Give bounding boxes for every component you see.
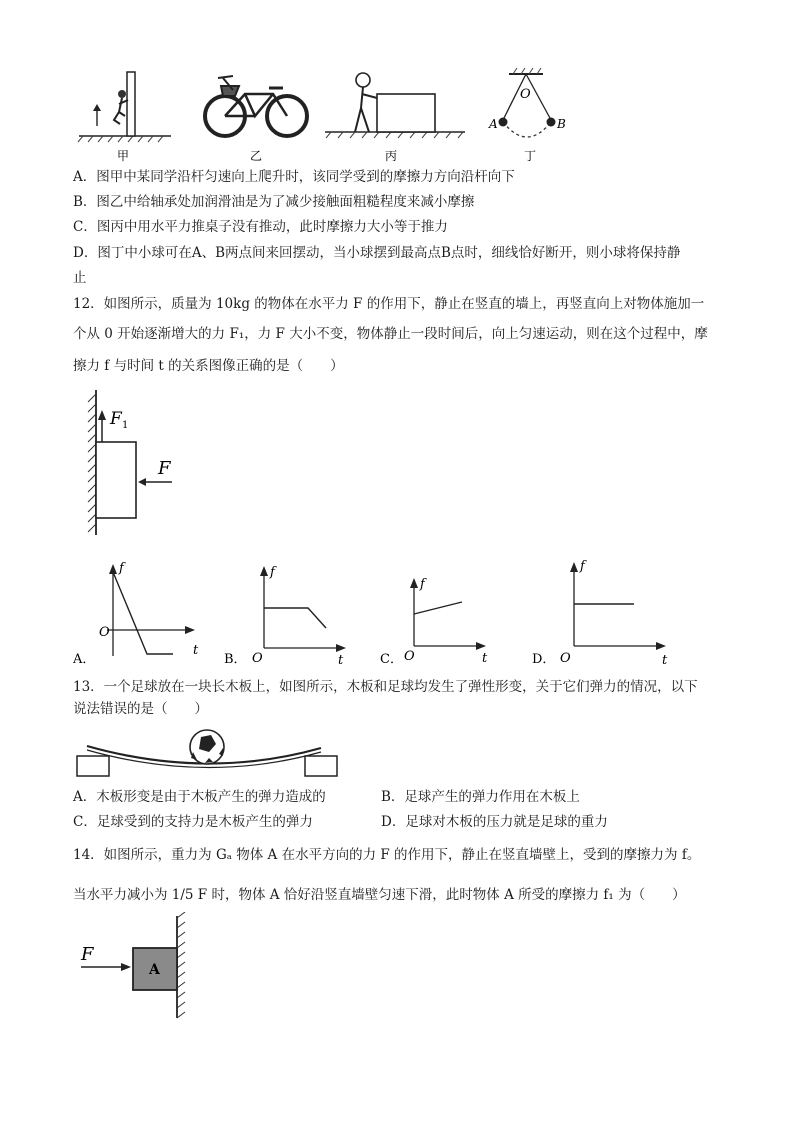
q11-option-b: B．图乙中给轴承处加润滑油是为了减少接触面粗糙程度来减小摩擦 xyxy=(73,194,475,210)
q12-graph-a xyxy=(73,558,213,670)
fig-jia-climber xyxy=(78,72,171,142)
q13-option-c: C．足球受到的支持力是木板产生的弹力 xyxy=(73,814,313,830)
q14-figure xyxy=(73,912,203,1022)
q14-block-wall-svg xyxy=(73,912,203,1022)
q14-force-label-f: F xyxy=(81,944,94,965)
graph-d-ylabel: f xyxy=(580,559,585,574)
q12-graph-b xyxy=(222,558,362,670)
graph-d-xlabel: t xyxy=(662,653,668,668)
graph-b-option: B． xyxy=(224,652,247,667)
graph-c-origin: O xyxy=(404,649,415,664)
fig-ding-pendulum xyxy=(488,68,566,137)
q11-option-d-cont: 止 xyxy=(73,270,87,286)
pendulum-label-a: A xyxy=(489,117,498,131)
q13-figure xyxy=(73,722,343,782)
fig-bing-pushing xyxy=(325,73,465,138)
force-label-f: F xyxy=(158,458,171,479)
q14-block-label: A xyxy=(149,962,160,978)
q14-text-line-1: 14．如图所示，重力为 Gₐ 物体 A 在水平方向的力 F 的作用下，静止在竖直墙壁上，受到的摩擦力为 f。 xyxy=(73,847,701,863)
fig-caption-yi: 乙 xyxy=(249,149,263,163)
graph-a-origin: O xyxy=(99,625,110,640)
graph-b-origin: O xyxy=(252,651,263,666)
q12-graph-c xyxy=(378,558,498,670)
fig-caption-jia: 甲 xyxy=(116,149,130,163)
fig-yi-bicycle xyxy=(205,76,307,136)
graph-b-ylabel: f xyxy=(270,565,275,580)
graph-d-origin: O xyxy=(560,651,571,666)
graph-c-option: C． xyxy=(380,652,403,667)
q12-graph-d xyxy=(530,552,680,670)
q12-text-line-2: 个从 0 开始逐渐增大的力 F₁，力 F 大小不变，物体静止一段时间后，向上匀速运动，则在这个过程中，摩 xyxy=(73,326,708,342)
graph-b-xlabel: t xyxy=(338,653,344,668)
q13-option-d: D．足球对木板的压力就是足球的重力 xyxy=(381,814,608,830)
force-label-f1: F xyxy=(110,409,122,429)
fig-caption-bing: 丙 xyxy=(384,149,398,163)
q12-text-line-3: 擦力 f 与时间 t 的关系图像正确的是（ ） xyxy=(73,358,344,374)
q11-illustrations xyxy=(73,68,593,168)
q11-option-d: D．图丁中小球可在A、B两点间来回摆动，当小球摆到最高点B点时，细线恰好断开，则小球将保持静 xyxy=(73,245,681,261)
q12-wall-svg xyxy=(80,390,190,540)
q12-wall-figure xyxy=(80,390,190,540)
pendulum-label-o: O xyxy=(520,87,531,102)
q11-option-a: A．图甲中某同学沿杆匀速向上爬升时，该同学受到的摩擦力方向沿杆向下 xyxy=(73,169,515,185)
graph-c-ylabel: f xyxy=(420,577,425,592)
fig-caption-ding: 丁 xyxy=(523,149,537,163)
graph-a-option: A． xyxy=(73,652,96,667)
graph-a-xlabel: t xyxy=(193,643,199,658)
graph-d-option: D． xyxy=(532,652,556,667)
pendulum-label-b: B xyxy=(557,117,566,131)
q13-text-line-2: 说法错误的是（ ） xyxy=(73,701,208,717)
q14-text-line-2: 当水平力减小为 1/5 F 时，物体 A 恰好沿竖直墙壁匀速下滑，此时物体 A 所受的摩擦力 f₁ 为（ ） xyxy=(73,887,686,903)
q11-figures xyxy=(73,68,593,168)
q11-option-c: C．图丙中用水平力推桌子没有推动，此时摩擦力大小等于推力 xyxy=(73,219,448,235)
q13-board-ball-svg xyxy=(73,722,343,782)
force-label-f1-sub: 1 xyxy=(122,420,129,431)
graph-c-xlabel: t xyxy=(482,651,488,666)
q13-text-line-1: 13．一个足球放在一块长木板上，如图所示，木板和足球均发生了弹性形变，关于它们弹力的情况，以下 xyxy=(73,679,698,695)
q13-option-a: A．木板形变是由于木板产生的弹力造成的 xyxy=(73,789,326,805)
q13-option-b: B．足球产生的弹力作用在木板上 xyxy=(381,789,580,805)
graph-a-ylabel: f xyxy=(119,561,124,576)
q12-text-line-1: 12．如图所示，质量为 10kg 的物体在水平力 F 的作用下，静止在竖直的墙上，再竖直向上对物体施加一 xyxy=(73,296,705,312)
